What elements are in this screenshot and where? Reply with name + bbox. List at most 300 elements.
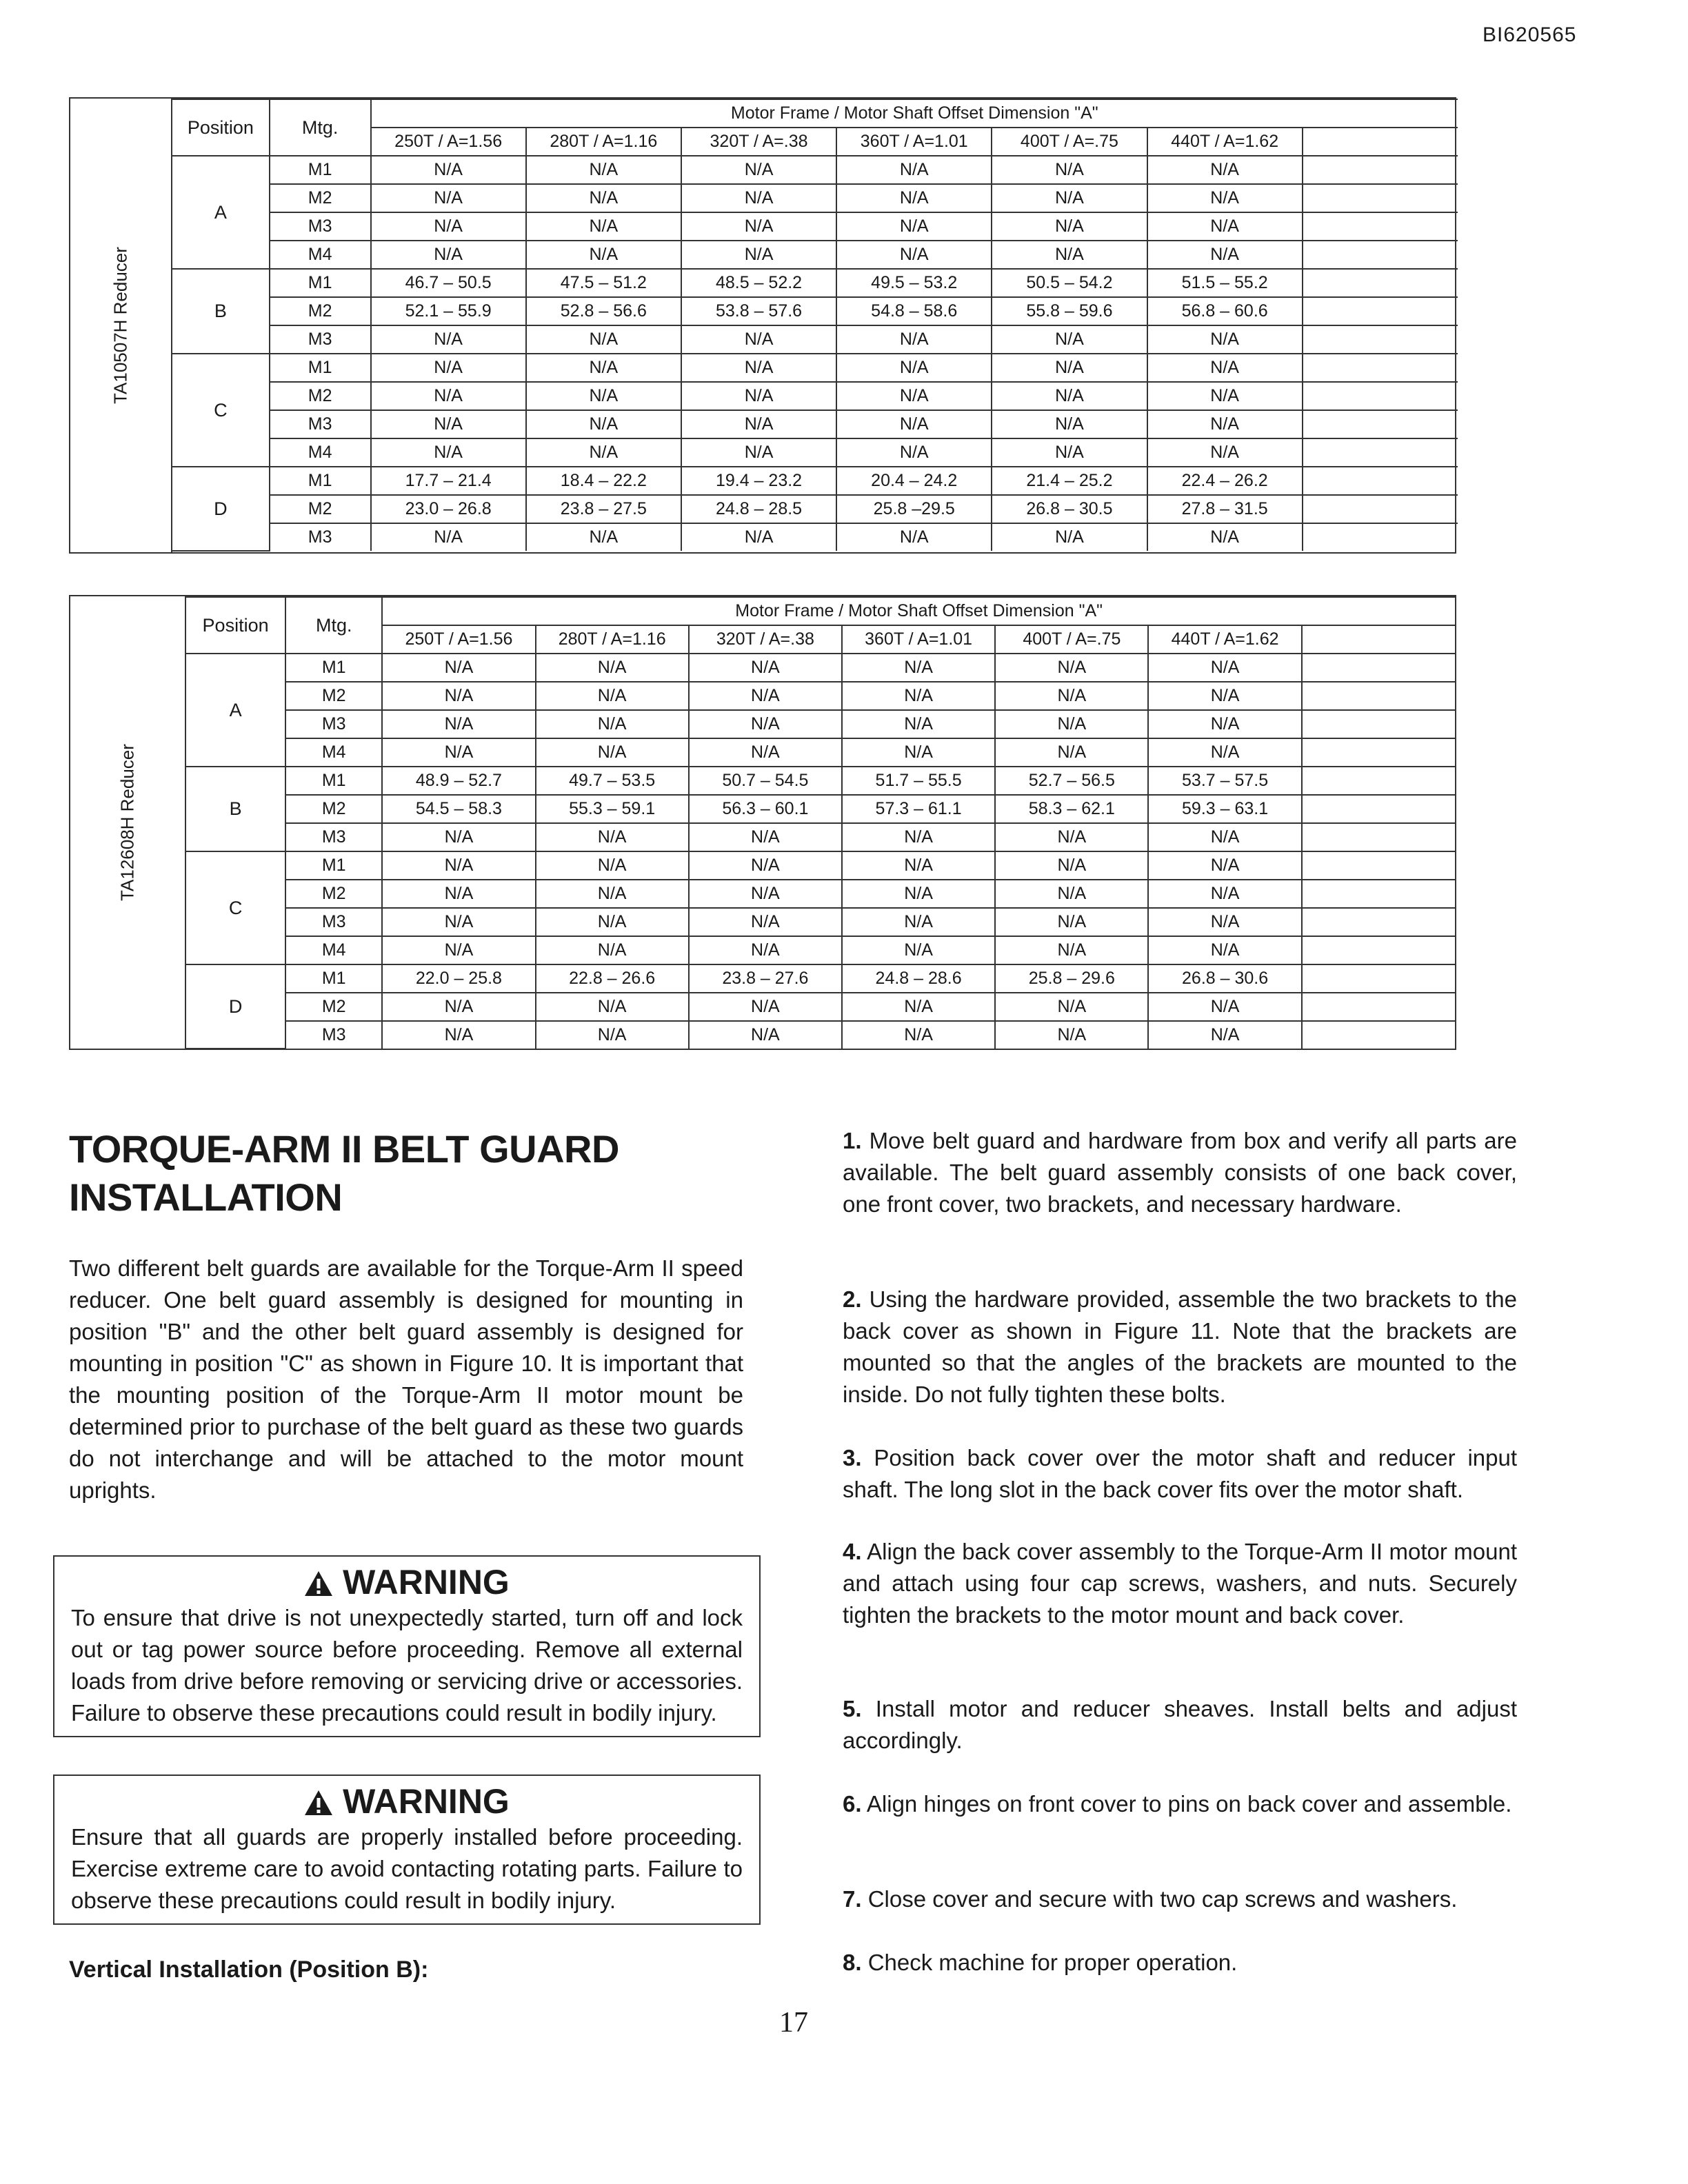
offset-value-cell: N/A — [681, 382, 836, 410]
mounting-cell: M2 — [270, 297, 371, 325]
table-row — [186, 964, 1455, 993]
step-text: Align hinges on front cover to pins on back cover and assemble. — [866, 1791, 1512, 1817]
offset-value-cell: N/A — [1148, 908, 1301, 936]
offset-value-cell: N/A — [681, 438, 836, 467]
step-text: Using the hardware provided, assemble the two brackets to the back cover as shown in Figure 11. Note that the brackets are mounted so that the angles of the brackets are mounted to the inside. Do not fully tighten these bolts. — [843, 1286, 1517, 1407]
offset-value-cell: N/A — [992, 212, 1147, 241]
column-header-motor-frame: 280T / A=1.16 — [536, 625, 689, 654]
column-header-motor-frame: 400T / A=.75 — [995, 625, 1148, 654]
offset-value-cell: 26.8 – 30.5 — [992, 495, 1147, 523]
offset-value-cell: N/A — [382, 710, 535, 738]
offset-value-cell: N/A — [842, 738, 995, 767]
offset-value-cell: N/A — [992, 325, 1147, 354]
offset-data-table — [172, 99, 1458, 552]
table-row — [186, 767, 1455, 795]
offset-value-cell: 22.4 – 26.2 — [1147, 467, 1303, 495]
mounting-cell: M2 — [270, 184, 371, 212]
column-header-position: Position — [172, 99, 270, 156]
section-title-line2: INSTALLATION — [69, 1175, 343, 1219]
mounting-cell: M2 — [285, 993, 382, 1021]
table-row — [186, 823, 1455, 851]
offset-value-cell: N/A — [382, 654, 535, 682]
table-row — [186, 908, 1455, 936]
blank-cell — [1302, 993, 1455, 1021]
offset-value-cell: N/A — [526, 382, 681, 410]
step-text: Install motor and reducer sheaves. Install belts and adjust accordingly. — [843, 1696, 1518, 1753]
table-row — [172, 438, 1458, 467]
offset-value-cell: 57.3 – 61.1 — [842, 795, 995, 823]
offset-value-cell: 48.9 – 52.7 — [382, 767, 535, 795]
offset-value-cell: N/A — [836, 241, 992, 269]
warning-title: WARNING — [343, 1563, 510, 1601]
offset-value-cell: N/A — [526, 325, 681, 354]
position-cell: D — [186, 964, 285, 1049]
offset-value-cell: N/A — [842, 682, 995, 710]
table-row — [186, 654, 1455, 682]
offset-value-cell: N/A — [526, 241, 681, 269]
mounting-cell: M2 — [285, 682, 382, 710]
offset-value-cell: N/A — [836, 523, 992, 551]
offset-table-ta10507h — [69, 97, 1456, 554]
blank-cell — [1303, 410, 1458, 438]
offset-value-cell: 51.5 – 55.2 — [1147, 269, 1303, 297]
mounting-cell: M1 — [270, 354, 371, 382]
offset-value-cell: N/A — [526, 410, 681, 438]
mounting-cell: M3 — [270, 523, 371, 551]
offset-value-cell: 50.7 – 54.5 — [689, 767, 842, 795]
offset-value-cell: N/A — [371, 156, 526, 184]
offset-value-cell: N/A — [689, 710, 842, 738]
blank-cell — [1302, 682, 1455, 710]
offset-value-cell: N/A — [689, 880, 842, 908]
offset-value-cell: N/A — [842, 880, 995, 908]
column-header-motor-frame: 250T / A=1.56 — [382, 625, 535, 654]
table-row — [172, 212, 1458, 241]
offset-value-cell: N/A — [842, 1021, 995, 1049]
table-row — [186, 851, 1455, 880]
offset-value-cell: N/A — [1148, 654, 1301, 682]
table-row — [172, 382, 1458, 410]
warning-box-guards — [53, 1775, 761, 1925]
warning-heading — [71, 1781, 743, 1821]
offset-value-cell: N/A — [536, 1021, 689, 1049]
warning-heading — [71, 1562, 743, 1602]
offset-value-cell: N/A — [1148, 880, 1301, 908]
position-cell: C — [186, 851, 285, 964]
column-header-motor-frame: 280T / A=1.16 — [526, 128, 681, 156]
offset-value-cell: N/A — [1148, 682, 1301, 710]
installation-step — [843, 1536, 1517, 1631]
offset-value-cell: N/A — [536, 654, 689, 682]
offset-value-cell: N/A — [995, 993, 1148, 1021]
offset-value-cell: N/A — [842, 654, 995, 682]
reducer-label-cell — [70, 99, 172, 552]
offset-value-cell: N/A — [536, 710, 689, 738]
table-row — [172, 495, 1458, 523]
mounting-cell: M1 — [285, 851, 382, 880]
column-header-position: Position — [186, 597, 285, 654]
column-header-motor-frame: 360T / A=1.01 — [836, 128, 992, 156]
step-number: 7. — [843, 1886, 862, 1912]
offset-value-cell: N/A — [371, 212, 526, 241]
step-number: 1. — [843, 1128, 862, 1153]
offset-value-cell: 24.8 – 28.6 — [842, 964, 995, 993]
offset-value-cell: 18.4 – 22.2 — [526, 467, 681, 495]
offset-data-table — [186, 596, 1455, 1049]
offset-value-cell: N/A — [536, 738, 689, 767]
offset-value-cell: N/A — [1148, 710, 1301, 738]
blank-header-cell — [1303, 128, 1458, 156]
offset-value-cell: 50.5 – 54.2 — [992, 269, 1147, 297]
blank-cell — [1302, 795, 1455, 823]
mounting-cell: M4 — [270, 438, 371, 467]
offset-value-cell: N/A — [842, 710, 995, 738]
table-row — [172, 241, 1458, 269]
table-row — [172, 467, 1458, 495]
step-number: 3. — [843, 1445, 862, 1470]
installation-step — [843, 1693, 1517, 1757]
offset-value-cell: N/A — [1148, 936, 1301, 964]
step-number: 2. — [843, 1286, 862, 1312]
mounting-cell: M4 — [270, 241, 371, 269]
offset-value-cell: N/A — [382, 880, 535, 908]
blank-cell — [1302, 710, 1455, 738]
warning-triangle-icon — [304, 1790, 333, 1816]
offset-value-cell: 53.7 – 57.5 — [1148, 767, 1301, 795]
blank-cell — [1303, 354, 1458, 382]
offset-value-cell: N/A — [382, 908, 535, 936]
warning-text: To ensure that drive is not unexpectedly started, turn off and lock out or tag power source before proceeding. Remove all external loads from drive before removing or servicing drive or accessories. Failure to observe these precautions could result in bodily injury. — [71, 1605, 743, 1726]
offset-value-cell: N/A — [836, 212, 992, 241]
installation-step — [843, 1883, 1517, 1915]
position-cell: D — [172, 467, 270, 551]
offset-value-cell: 22.0 – 25.8 — [382, 964, 535, 993]
offset-value-cell: N/A — [995, 1021, 1148, 1049]
offset-value-cell: N/A — [842, 908, 995, 936]
offset-value-cell: 55.3 – 59.1 — [536, 795, 689, 823]
offset-value-cell: N/A — [992, 156, 1147, 184]
offset-value-cell: N/A — [536, 682, 689, 710]
blank-header-cell — [1302, 625, 1455, 654]
offset-value-cell: 48.5 – 52.2 — [681, 269, 836, 297]
step-number: 5. — [843, 1696, 862, 1721]
offset-value-cell: N/A — [1147, 184, 1303, 212]
offset-value-cell: N/A — [371, 325, 526, 354]
reducer-label-cell — [70, 596, 186, 1049]
offset-value-cell: 17.7 – 21.4 — [371, 467, 526, 495]
subheading-vertical-installation: Vertical Installation (Position B): — [69, 1957, 429, 1983]
mounting-cell: M1 — [270, 467, 371, 495]
mounting-cell: M1 — [285, 654, 382, 682]
reducer-label: TA12608H Reducer — [117, 744, 138, 901]
mounting-cell: M3 — [285, 823, 382, 851]
offset-value-cell: N/A — [1148, 1021, 1301, 1049]
blank-cell — [1303, 382, 1458, 410]
blank-cell — [1302, 654, 1455, 682]
blank-cell — [1303, 184, 1458, 212]
offset-value-cell: N/A — [526, 523, 681, 551]
blank-cell — [1302, 823, 1455, 851]
warning-box-lockout — [53, 1555, 761, 1737]
offset-value-cell: N/A — [1147, 382, 1303, 410]
table-row — [172, 297, 1458, 325]
column-header-motor-frame: 440T / A=1.62 — [1148, 625, 1301, 654]
table-row — [186, 880, 1455, 908]
table-row — [186, 795, 1455, 823]
offset-value-cell: N/A — [992, 410, 1147, 438]
table-row — [172, 269, 1458, 297]
column-group-header: Motor Frame / Motor Shaft Offset Dimension "A" — [382, 597, 1455, 625]
table-row — [172, 410, 1458, 438]
table-row — [186, 1021, 1455, 1049]
offset-value-cell: N/A — [836, 382, 992, 410]
blank-cell — [1302, 738, 1455, 767]
blank-cell — [1303, 156, 1458, 184]
installation-step — [843, 1788, 1517, 1820]
blank-cell — [1302, 964, 1455, 993]
offset-value-cell: N/A — [836, 354, 992, 382]
offset-value-cell: 56.3 – 60.1 — [689, 795, 842, 823]
offset-value-cell: N/A — [681, 184, 836, 212]
table-row — [186, 936, 1455, 964]
offset-value-cell: N/A — [689, 851, 842, 880]
offset-value-cell: N/A — [1148, 993, 1301, 1021]
offset-value-cell: 55.8 – 59.6 — [992, 297, 1147, 325]
step-text: Check machine for proper operation. — [867, 1950, 1238, 1975]
document-id: BI620565 — [1483, 23, 1577, 46]
offset-value-cell: N/A — [526, 156, 681, 184]
offset-value-cell: N/A — [995, 851, 1148, 880]
offset-value-cell: N/A — [995, 823, 1148, 851]
intro-paragraph: Two different belt guards are available for the Torque-Arm II speed reducer. One belt guard assembly is designed for mounting in position "B" and the other belt guard assembly is designed for mounting in position "C" as shown in Figure 10. It is important that the mounting position of the Torque-Arm II motor mount be determined prior to purchase of the belt guard as these two guards do not interchange and will be attached to the motor mount uprights. — [69, 1255, 743, 1503]
blank-cell — [1302, 851, 1455, 880]
mounting-cell: M3 — [285, 710, 382, 738]
table-row — [186, 738, 1455, 767]
step-text: Align the back cover assembly to the Torque-Arm II motor mount and attach using four cap screws, washers, and nuts. Securely tighten the brackets to the motor mount and back cover. — [843, 1539, 1517, 1628]
blank-cell — [1303, 438, 1458, 467]
position-cell: B — [186, 767, 285, 851]
offset-value-cell: N/A — [1147, 325, 1303, 354]
offset-value-cell: 47.5 – 51.2 — [526, 269, 681, 297]
blank-cell — [1302, 767, 1455, 795]
offset-value-cell: N/A — [382, 851, 535, 880]
offset-value-cell: N/A — [1147, 241, 1303, 269]
offset-value-cell: 26.8 – 30.6 — [1148, 964, 1301, 993]
installation-step — [843, 1125, 1517, 1220]
offset-value-cell: N/A — [689, 1021, 842, 1049]
column-group-header: Motor Frame / Motor Shaft Offset Dimension "A" — [371, 99, 1458, 128]
offset-value-cell: N/A — [689, 936, 842, 964]
offset-value-cell: N/A — [371, 354, 526, 382]
table-row — [172, 156, 1458, 184]
offset-value-cell: N/A — [992, 382, 1147, 410]
offset-value-cell: N/A — [842, 993, 995, 1021]
offset-value-cell: N/A — [371, 410, 526, 438]
table-row — [172, 523, 1458, 551]
column-header-motor-frame: 250T / A=1.56 — [371, 128, 526, 156]
mounting-cell: M2 — [285, 880, 382, 908]
offset-value-cell: N/A — [371, 523, 526, 551]
mounting-cell: M2 — [270, 495, 371, 523]
offset-value-cell: 49.5 – 53.2 — [836, 269, 992, 297]
offset-value-cell: N/A — [681, 156, 836, 184]
offset-value-cell: N/A — [371, 382, 526, 410]
offset-value-cell: N/A — [371, 241, 526, 269]
installation-step — [843, 1442, 1517, 1506]
offset-value-cell: N/A — [382, 1021, 535, 1049]
offset-value-cell: 52.8 – 56.6 — [526, 297, 681, 325]
offset-value-cell: N/A — [526, 354, 681, 382]
offset-value-cell: N/A — [526, 184, 681, 212]
blank-cell — [1303, 269, 1458, 297]
offset-value-cell: N/A — [995, 710, 1148, 738]
section-title — [69, 1125, 619, 1222]
offset-value-cell: N/A — [842, 936, 995, 964]
offset-value-cell: 59.3 – 63.1 — [1148, 795, 1301, 823]
offset-value-cell: N/A — [371, 184, 526, 212]
offset-value-cell: 25.8 –29.5 — [836, 495, 992, 523]
offset-value-cell: N/A — [1147, 438, 1303, 467]
offset-value-cell: N/A — [836, 156, 992, 184]
column-header-motor-frame: 400T / A=.75 — [992, 128, 1147, 156]
column-header-motor-frame: 360T / A=1.01 — [842, 625, 995, 654]
reducer-label: TA10507H Reducer — [110, 247, 131, 404]
table-row — [186, 710, 1455, 738]
blank-cell — [1302, 908, 1455, 936]
table-row — [186, 682, 1455, 710]
offset-value-cell: N/A — [1147, 523, 1303, 551]
warning-triangle-icon — [304, 1570, 333, 1597]
offset-value-cell: N/A — [992, 241, 1147, 269]
offset-value-cell: N/A — [526, 438, 681, 467]
column-header-motor-frame: 320T / A=.38 — [689, 625, 842, 654]
offset-value-cell: N/A — [836, 438, 992, 467]
step-text: Move belt guard and hardware from box and verify all parts are available. The belt guard assembly consists of one back cover, one front cover, two brackets, and necessary hardware. — [843, 1128, 1517, 1217]
offset-value-cell: 54.8 – 58.6 — [836, 297, 992, 325]
offset-value-cell: 20.4 – 24.2 — [836, 467, 992, 495]
step-text: Position back cover over the motor shaft and reducer input shaft. The long slot in the back cover fits over the motor shaft. — [843, 1445, 1518, 1502]
offset-value-cell: 52.1 – 55.9 — [371, 297, 526, 325]
mounting-cell: M3 — [270, 410, 371, 438]
column-header-mtg: Mtg. — [285, 597, 382, 654]
offset-value-cell: N/A — [992, 438, 1147, 467]
offset-value-cell: N/A — [995, 654, 1148, 682]
offset-value-cell: N/A — [526, 212, 681, 241]
mounting-cell: M4 — [285, 738, 382, 767]
mounting-cell: M3 — [285, 1021, 382, 1049]
offset-value-cell: N/A — [992, 354, 1147, 382]
offset-value-cell: 24.8 – 28.5 — [681, 495, 836, 523]
step-number: 4. — [843, 1539, 862, 1564]
offset-value-cell: N/A — [995, 682, 1148, 710]
offset-value-cell: N/A — [995, 936, 1148, 964]
blank-cell — [1303, 523, 1458, 551]
offset-value-cell: N/A — [536, 823, 689, 851]
offset-value-cell: N/A — [382, 738, 535, 767]
offset-value-cell: N/A — [681, 325, 836, 354]
offset-value-cell: N/A — [995, 738, 1148, 767]
warning-text: Ensure that all guards are properly installed before proceeding. Exercise extreme care to avoid contacting rotating parts. Failure to observe these precautions could result in bodily injury. — [71, 1824, 743, 1913]
offset-value-cell: N/A — [1147, 354, 1303, 382]
offset-value-cell: 21.4 – 25.2 — [992, 467, 1147, 495]
mounting-cell: M3 — [285, 908, 382, 936]
offset-value-cell: N/A — [689, 908, 842, 936]
offset-value-cell: 23.0 – 26.8 — [371, 495, 526, 523]
offset-value-cell: N/A — [689, 682, 842, 710]
section-title-line1: TORQUE-ARM II BELT GUARD — [69, 1127, 619, 1171]
offset-value-cell: 27.8 – 31.5 — [1147, 495, 1303, 523]
mounting-cell: M1 — [270, 269, 371, 297]
offset-value-cell: N/A — [536, 936, 689, 964]
offset-value-cell: N/A — [842, 823, 995, 851]
offset-value-cell: N/A — [382, 993, 535, 1021]
offset-value-cell: N/A — [1148, 823, 1301, 851]
position-cell: C — [172, 354, 270, 467]
offset-value-cell: N/A — [681, 410, 836, 438]
offset-value-cell: N/A — [371, 438, 526, 467]
mounting-cell: M2 — [270, 382, 371, 410]
offset-value-cell: 46.7 – 50.5 — [371, 269, 526, 297]
installation-step — [843, 1284, 1517, 1410]
blank-cell — [1303, 297, 1458, 325]
offset-value-cell: N/A — [681, 212, 836, 241]
offset-value-cell: N/A — [1147, 212, 1303, 241]
step-number: 6. — [843, 1791, 862, 1817]
mounting-cell: M1 — [285, 964, 382, 993]
offset-value-cell: N/A — [836, 184, 992, 212]
blank-cell — [1303, 241, 1458, 269]
column-header-mtg: Mtg. — [270, 99, 371, 156]
table-row — [172, 354, 1458, 382]
blank-cell — [1302, 1021, 1455, 1049]
step-text: Close cover and secure with two cap screws and washers. — [867, 1886, 1458, 1912]
page-number: 17 — [779, 2007, 808, 2039]
offset-value-cell: N/A — [992, 184, 1147, 212]
offset-value-cell: N/A — [836, 325, 992, 354]
offset-value-cell: 58.3 – 62.1 — [995, 795, 1148, 823]
offset-value-cell: 54.5 – 58.3 — [382, 795, 535, 823]
column-header-motor-frame: 320T / A=.38 — [681, 128, 836, 156]
offset-value-cell: 52.7 – 56.5 — [995, 767, 1148, 795]
step-number: 8. — [843, 1950, 862, 1975]
offset-value-cell: N/A — [536, 908, 689, 936]
offset-value-cell: 19.4 – 23.2 — [681, 467, 836, 495]
offset-value-cell: N/A — [995, 908, 1148, 936]
blank-cell — [1303, 212, 1458, 241]
offset-value-cell: 56.8 – 60.6 — [1147, 297, 1303, 325]
offset-value-cell: N/A — [536, 993, 689, 1021]
table-row — [186, 993, 1455, 1021]
blank-cell — [1302, 936, 1455, 964]
blank-cell — [1303, 495, 1458, 523]
position-cell: A — [172, 156, 270, 269]
offset-value-cell: 49.7 – 53.5 — [536, 767, 689, 795]
column-header-motor-frame: 440T / A=1.62 — [1147, 128, 1303, 156]
offset-value-cell: N/A — [995, 880, 1148, 908]
offset-value-cell: N/A — [689, 823, 842, 851]
offset-value-cell: N/A — [382, 682, 535, 710]
offset-value-cell: 23.8 – 27.6 — [689, 964, 842, 993]
offset-value-cell: N/A — [992, 523, 1147, 551]
offset-value-cell: N/A — [1147, 156, 1303, 184]
offset-value-cell: 53.8 – 57.6 — [681, 297, 836, 325]
mounting-cell: M1 — [285, 767, 382, 795]
offset-value-cell: N/A — [1148, 851, 1301, 880]
offset-value-cell: 23.8 – 27.5 — [526, 495, 681, 523]
mounting-cell: M3 — [270, 212, 371, 241]
offset-value-cell: N/A — [681, 523, 836, 551]
position-cell: B — [172, 269, 270, 354]
